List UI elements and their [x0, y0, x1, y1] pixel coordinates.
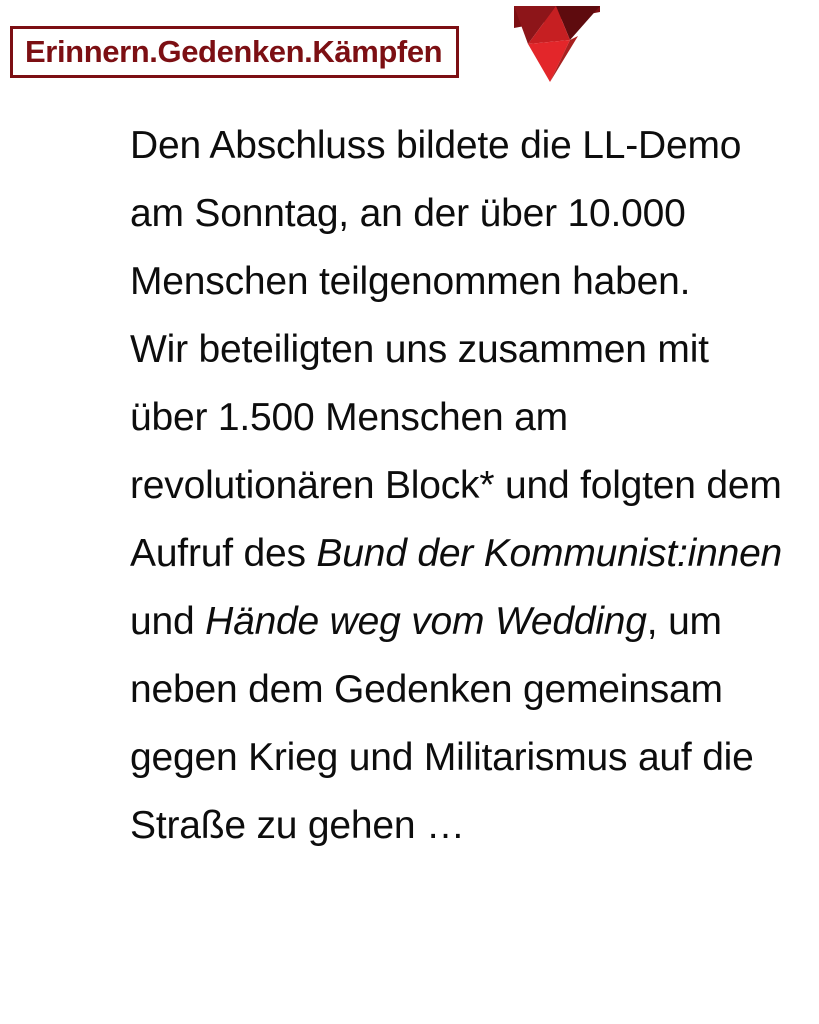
paragraph-1: Den Abschluss bildete die LL-Demo am Sonntag, an der über 10.000 Menschen teilgenommen haben.: [130, 124, 742, 303]
organisation-name-bund-der-kommunistinnen: Bund der Kommunist:innen: [316, 532, 783, 575]
paragraph-2-text-1: Wir beteiligten uns zusammen mit über 1.500 Menschen am revolutionären Block* und folgten dem Aufruf des: [130, 328, 782, 575]
logo-badge: [10, 26, 459, 78]
organisation-name-haende-weg-vom-wedding: Hände weg vom Wedding: [205, 600, 647, 643]
paragraph-2-text-2: und: [130, 600, 206, 643]
article-body: [130, 112, 792, 860]
paragraph-2: [130, 316, 792, 860]
logo-title: Erinnern.Gedenken.Kämpfen: [25, 33, 443, 69]
paragraph-2-text-3: , um neben dem Gedenken gemeinsam gegen Krieg und Militarismus auf die Straße zu gehen …: [130, 600, 754, 847]
header-logo-area: [0, 0, 819, 96]
red-flag-triangle-icon: [508, 6, 600, 86]
